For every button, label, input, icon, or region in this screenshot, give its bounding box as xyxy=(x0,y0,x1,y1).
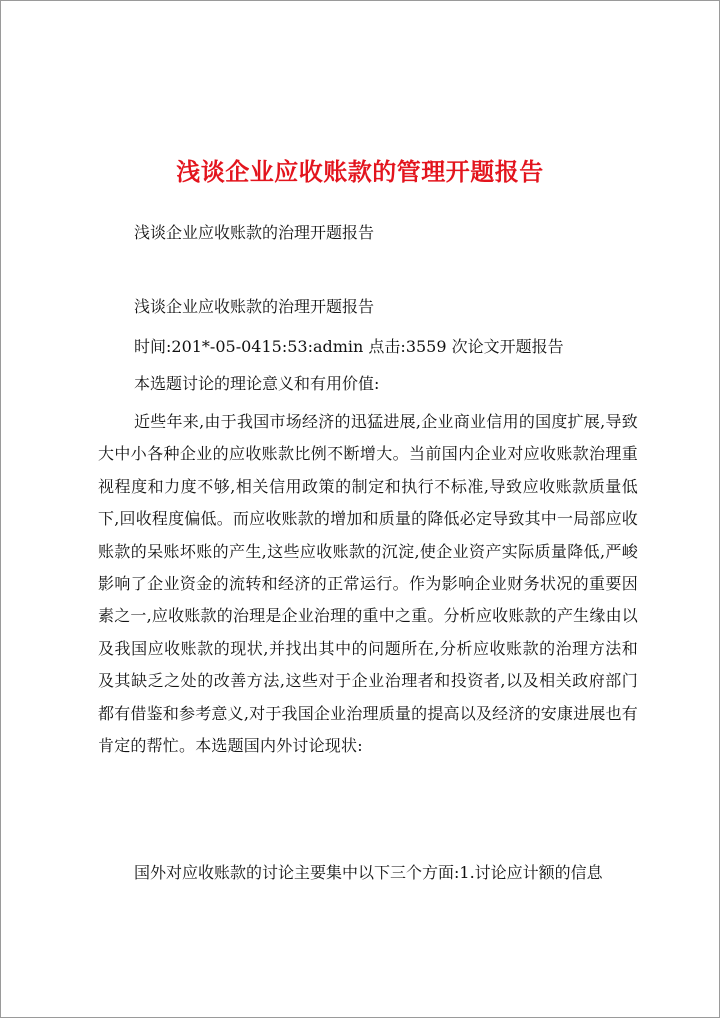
document-subtitle: 浅谈企业应收账款的治理开题报告 xyxy=(134,223,375,242)
document-title: 浅谈企业应收账款的管理开题报告 xyxy=(176,157,544,186)
body-paragraph-1: 近些年来,由于我国市场经济的迅猛进展,企业商业信用的国度扩展,导致大中小各种企业的应收账款比例不断增大。当前国内企业对应收账款治理重视程度和力度不够,相关信用政策的制定和执行不标准,导致应收账款质量低下,回收程度偏低。而应收账款的增加和质量的降低必定导致其中一局部应收账款的呆账坏账的产生,这些应收账款的沉淀,使企业资产实际质量降低,严峻影响了企业资金的流转和经济的正常运行。作为影响企业财务状况的重要因素之一,应收账款的治理是企业治理的重中之重。分析应收账款的产生缘由以及我国应收账款的现状,并找出其中的问题所在,分析应收账款的治理方法和及其缺乏之处的改善方法,这些对于企业治理者和投资者,以及相关政府部门都有借鉴和参考意义,对于我国企业治理质量的提高以及经济的安康进展也有肯定的帮忙。本选题国内外讨论现状: xyxy=(98,412,638,756)
section-heading: 本选题讨论的理论意义和有用价值: xyxy=(134,374,380,393)
meta-line: 时间:201*-05-0415:53:admin 点击:3559 次论文开题报告 xyxy=(134,337,564,356)
repeat-title: 浅谈企业应收账款的治理开题报告 xyxy=(134,297,375,316)
body-paragraph-2: 国外对应收账款的讨论主要集中以下三个方面:1.讨论应计额的信息 xyxy=(134,863,603,882)
